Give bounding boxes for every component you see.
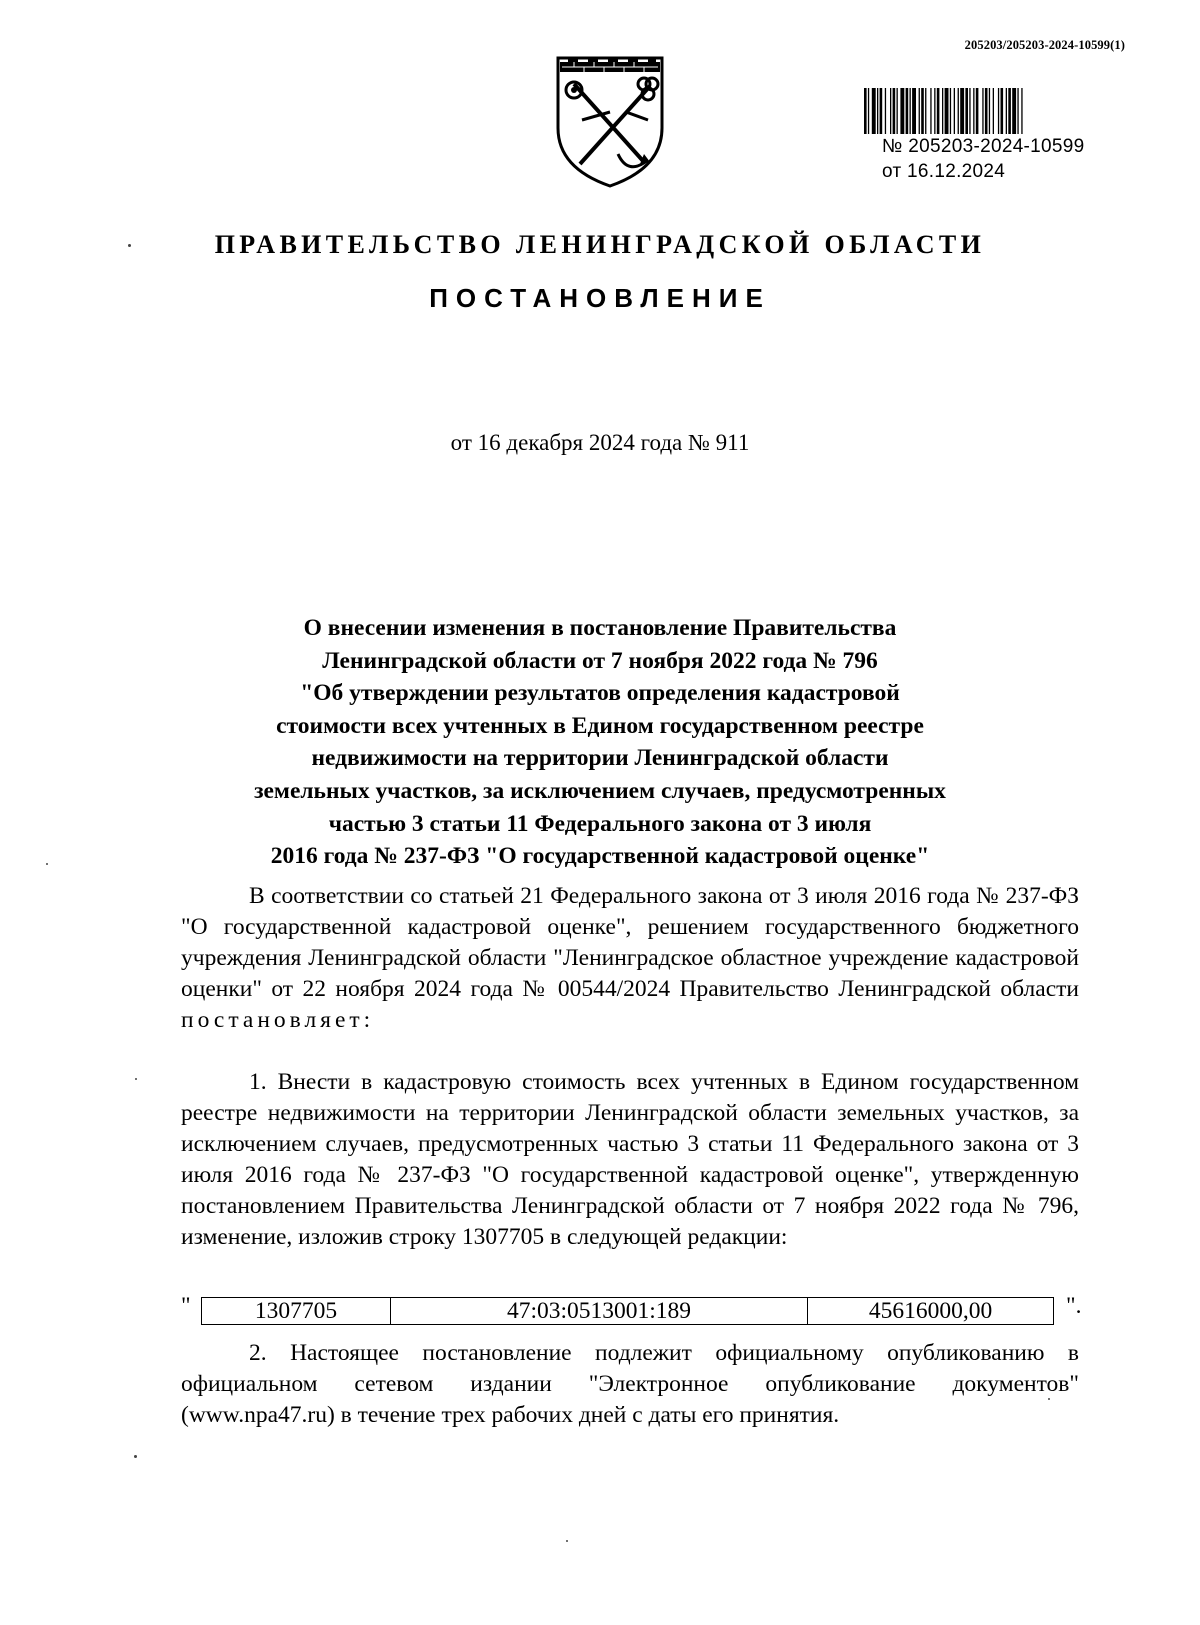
closing-quote: ". — [1066, 1293, 1082, 1319]
document-date-number: от 16 декабря 2024 года № 911 — [450, 430, 750, 455]
subject-line: стоимости всех учтенных в Едином государственном реестре — [276, 712, 924, 739]
subject-line: недвижимости на территории Ленинградской области — [311, 745, 889, 772]
preamble-paragraph — [181, 881, 1079, 1036]
scan-speck — [134, 1455, 137, 1458]
government-title: ПРАВИТЕЛЬСТВО ЛЕНИНГРАДСКОЙ ОБЛАСТИ — [214, 230, 986, 259]
subject-line: частью 3 статьи 11 Федерального закона от 3 июля — [328, 810, 872, 837]
preamble-text: В соответствии со статьей 21 Федерального закона от 3 июля 2016 года № 237-ФЗ "О государственной кадастровой оценке", решением государственного бюджетного учреждения Ленинградской области "Ленинградское областное учреждение кадастровой оценки" от 22 ноября 2024 года № 00544/2024 Правительство Ленинградской области — [181, 883, 1079, 1002]
subject-line: земельных участков, за исключением случаев, предусмотренных — [254, 777, 946, 804]
decree-word: постановляет: — [181, 1007, 375, 1033]
scan-speck — [1048, 1398, 1050, 1400]
registration-number: № 205203-2024-10599 — [882, 136, 1085, 157]
document-reference: 205203/205203-2024-10599(1) — [964, 38, 1125, 52]
cadastral-table — [201, 1297, 1054, 1325]
subject-line: О внесении изменения в постановление Правительства — [303, 615, 897, 641]
scan-speck — [566, 1540, 568, 1542]
opening-quote: " — [181, 1293, 191, 1319]
subject-line: "Об утверждении результатов определения кадастровой — [300, 680, 900, 707]
scan-speck — [46, 863, 48, 865]
document-subject — [150, 612, 1050, 873]
leningrad-oblast-coat-of-arms-icon — [552, 50, 668, 190]
item-1-paragraph: 1. Внести в кадастровую стоимость всех учтенных в Едином государственном реестре недвижимости на территории Ленинградской области земельных участков, за исключением случаев, предусмотренных частью 3 статьи 11 Федерального закона от 3 июля 2016 года № 237-ФЗ "О государственной кадастровой оценке", утвержденную постановлением Правительства Ленинградской области от 7 ноября 2022 года № 796, изменение, изложив строку 1307705 в следующей редакции: — [181, 1069, 1079, 1250]
registration-date: от 16.12.2024 — [882, 161, 1006, 182]
cadastral-table-row — [181, 1293, 1082, 1329]
table-cell-line-number: 1307705 — [202, 1298, 391, 1325]
scan-speck — [128, 244, 131, 247]
document-type-title: ПОСТАНОВЛЕНИЕ — [429, 283, 771, 313]
barcode-icon — [864, 88, 1124, 134]
table-row — [202, 1298, 1054, 1325]
item-2-paragraph: 2. Настоящее постановление подлежит официальному опубликованию в официальном сетевом издании "Электронное опубликование документов" (www.npa47.ru) в течение трех рабочих дней с даты его принятия. — [181, 1340, 1079, 1428]
scan-speck — [135, 1078, 137, 1080]
table-cell-cadastral-number: 47:03:0513001:189 — [391, 1298, 808, 1325]
subject-line: 2016 года № 237-ФЗ "О государственной кадастровой оценке" — [270, 843, 930, 870]
subject-line: Ленинградской области от 7 ноября 2022 года № 796 — [322, 647, 878, 674]
table-cell-cadastral-value: 45616000,00 — [808, 1298, 1054, 1325]
